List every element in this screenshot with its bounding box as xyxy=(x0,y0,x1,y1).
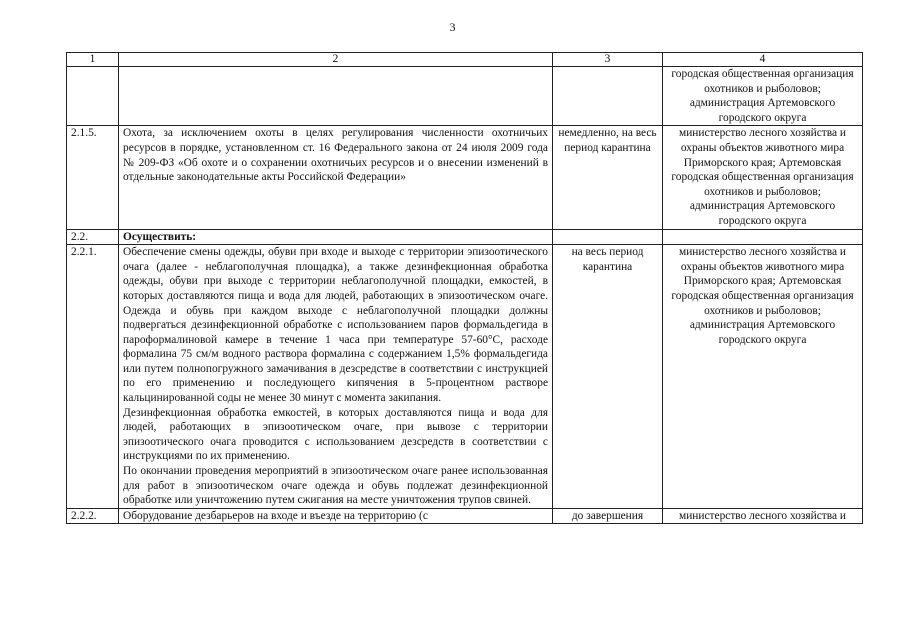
item-description xyxy=(119,245,553,509)
table-header-row xyxy=(67,53,863,67)
item-description xyxy=(119,67,553,126)
item-responsible: министерство лесного хозяйства и охраны объектов животного мира Приморского края; Артемовская городская общественная организация охотников и рыболовов; администрация Артемовского городского округа xyxy=(663,126,863,229)
item-number: 2.2.1. xyxy=(67,245,119,509)
table-row xyxy=(67,67,863,126)
table-row xyxy=(67,229,863,245)
item-number xyxy=(67,67,119,126)
item-description: Оборудование дезбарьеров на входе и въезде на территорию (с xyxy=(119,508,553,524)
item-responsible: министерство лесного хозяйства и xyxy=(663,508,863,524)
column-header: 2 xyxy=(119,53,553,67)
paragraph: Дезинфекционная обработка емкостей, в которых доставляются пища и вода для людей, работающих в эпизоотическом очаге, при вывозе с территории эпизоотического очага проводится с использованием дезсредств в соответствии с инструкциями по их применению. xyxy=(123,406,548,463)
column-header: 4 xyxy=(663,53,863,67)
table-row xyxy=(67,126,863,229)
item-responsible xyxy=(663,229,863,245)
paragraph: По окончании проведения мероприятий в эпизоотическом очаге ранее использованная для работ в эпизоотическом очаге одежда и обувь подлежат дезинфекционной обработке или уничтожению путем сжигания на месте уничтожения трупов свиней. xyxy=(123,465,548,507)
item-term: до завершения xyxy=(553,508,663,524)
item-term: немедленно, на весь период карантина xyxy=(553,126,663,229)
column-header: 1 xyxy=(67,53,119,67)
item-number: 2.2. xyxy=(67,229,119,245)
column-header: 3 xyxy=(553,53,663,67)
table-row xyxy=(67,245,863,509)
page-number: 3 xyxy=(449,20,456,34)
item-number: 2.2.2. xyxy=(67,508,119,524)
item-term xyxy=(553,67,663,126)
paragraph: Обеспечение смены одежды, обуви при входе и выходе с территории эпизоотического очага (далее - неблагополучная площадка), а также дезинфекционная обработка одежды, обуви при выходе с территории неблагополучной площадки, емкостей, в которых доставляются пища и вода для людей, работающих в эпизоотическом очаге. Одежда и обувь при каждом выходе с неблагополучной площадки должны подвергаться дезинфекционной обработке с использованием паров формальдегида в пароформалиновой камере в течение 1 часа при температуре 57-60°С, расходе формалина 75 см/м водного раствора формалина с содержанием 1,5% формальдегида или путем полнопогружного замачивания в дезсредстве в соответствии с инструкцией по его применению и последующего кипячения в 5-процентном растворе кальцинированной соды не менее 30 минут с момента закипания. xyxy=(123,246,548,405)
table-row xyxy=(67,508,863,524)
item-term: на весь период карантина xyxy=(553,245,663,509)
item-number: 2.1.5. xyxy=(67,126,119,229)
measures-table xyxy=(66,52,863,524)
item-term xyxy=(553,229,663,245)
item-description: Охота, за исключением охоты в целях регулирования численности охотничьих ресурсов в порядке, установленном ст. 16 Федерального закона от 24 июля 2009 года № 209-ФЗ «Об охоте и о сохранении охотничьих ресурсов и о внесении изменений в отдельные законодательные акты Российской Федерации» xyxy=(119,126,553,229)
item-responsible: городская общественная организация охотников и рыболовов; администрация Артемовского городского округа xyxy=(663,67,863,126)
item-responsible: министерство лесного хозяйства и охраны объектов животного мира Приморского края; Артемовская городская общественная организация охотников и рыболовов; администрация Артемовского городского округа xyxy=(663,245,863,509)
section-heading: Осуществить: xyxy=(119,229,553,245)
